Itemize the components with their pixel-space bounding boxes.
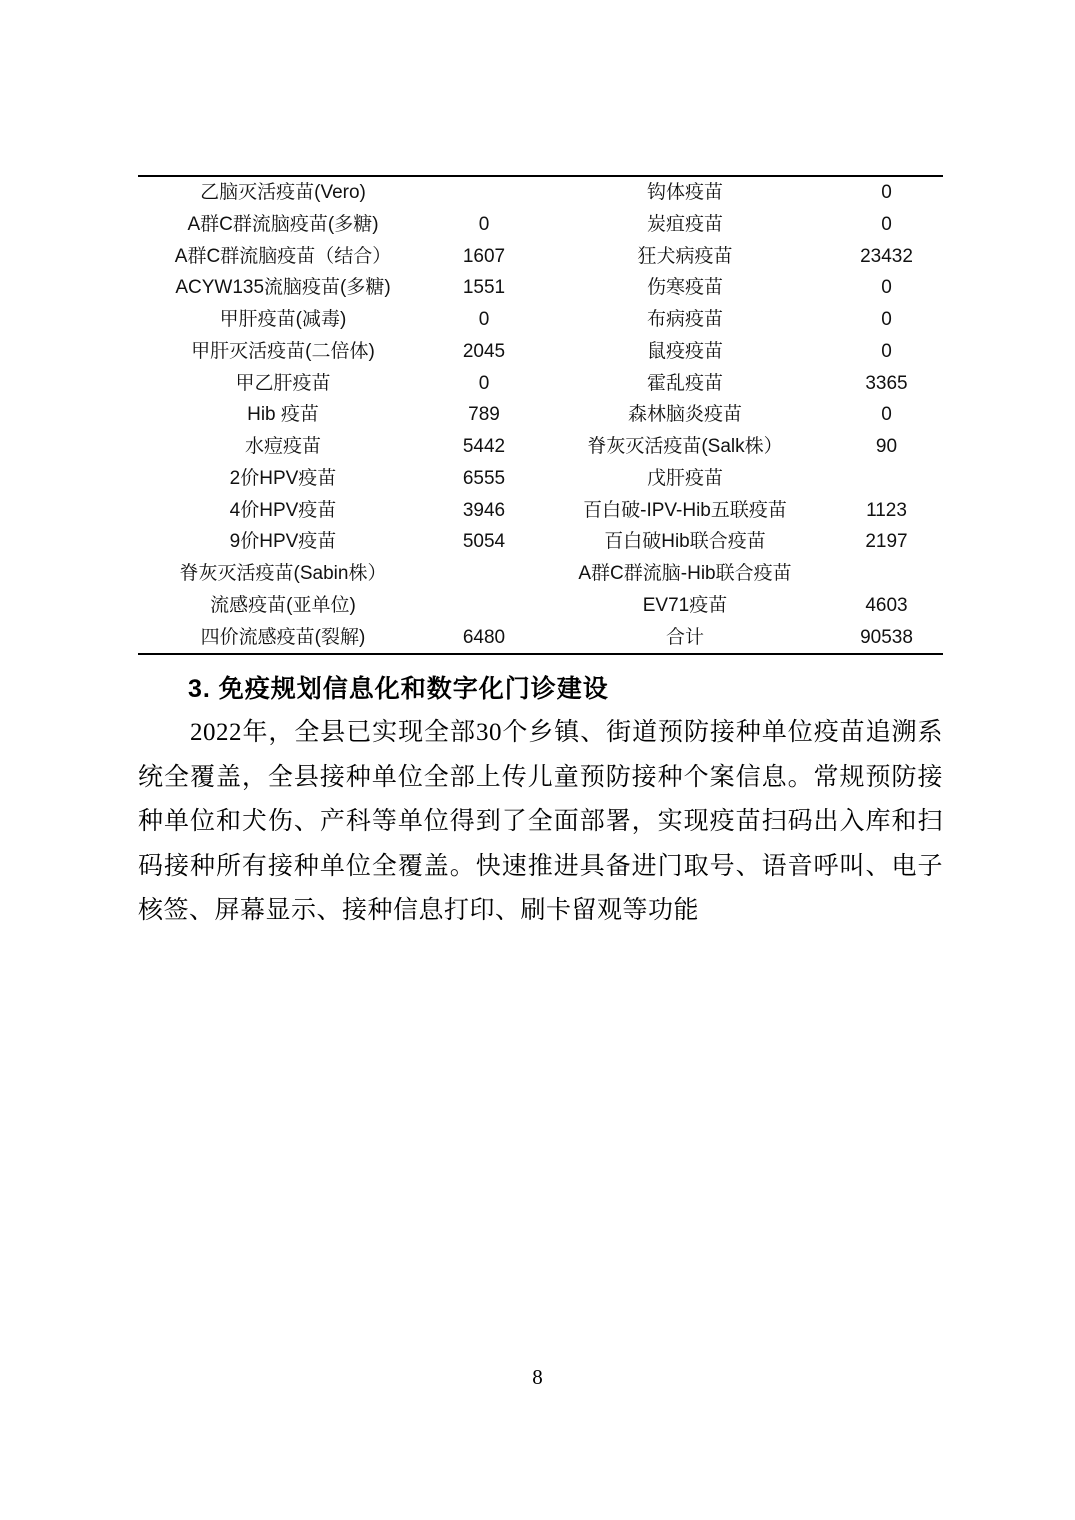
table-row bbox=[138, 176, 943, 209]
cell-vaccine-value-right: 0 bbox=[881, 213, 892, 235]
cell-vaccine-value-right: 4603 bbox=[865, 594, 908, 616]
cell-vaccine-value-right bbox=[830, 558, 943, 590]
table-row bbox=[138, 399, 943, 431]
cell-vaccine-value-left: 0 bbox=[478, 372, 490, 394]
table-row bbox=[138, 209, 943, 241]
table-row bbox=[138, 526, 943, 558]
cell-vaccine-name-left: 四价流感疫苗(裂解) bbox=[138, 622, 428, 655]
table-row bbox=[138, 495, 943, 527]
table-row bbox=[138, 431, 943, 463]
page-number: 8 bbox=[532, 1365, 543, 1389]
cell-vaccine-value-right: 23432 bbox=[860, 245, 913, 267]
cell-vaccine-value-right: 3365 bbox=[865, 372, 908, 394]
cell-total-label: 合计 bbox=[540, 622, 830, 655]
cell-vaccine-value-left: 789 bbox=[468, 404, 500, 426]
cell-vaccine-name-right: 百白破-IPV-Hib五联疫苗 bbox=[583, 499, 787, 521]
cell-vaccine-value-right: 90 bbox=[875, 436, 898, 457]
cell-vaccine-name-right: 鼠疫疫苗 bbox=[646, 340, 723, 362]
cell-vaccine-name-right: 钩体疫苗 bbox=[540, 176, 830, 209]
cell-vaccine-value-left: 0 bbox=[478, 309, 490, 330]
cell-vaccine-name-left: 流感疫苗(亚单位) bbox=[210, 594, 356, 616]
cell-vaccine-value-right: 0 bbox=[830, 176, 943, 209]
cell-vaccine-name-left: 9价HPV疫苗 bbox=[229, 531, 337, 553]
cell-vaccine-value-left: 6480 bbox=[428, 622, 540, 655]
cell-vaccine-value-left: 5054 bbox=[462, 531, 506, 553]
table-row bbox=[138, 368, 943, 400]
cell-vaccine-name-left: 乙脑灭活疫苗(Vero) bbox=[138, 176, 428, 209]
table-row bbox=[138, 336, 943, 368]
cell-vaccine-value-right: 1123 bbox=[866, 499, 907, 521]
cell-total-value: 90538 bbox=[830, 622, 943, 655]
cell-vaccine-value-right: 2197 bbox=[865, 531, 908, 553]
cell-vaccine-value-left: 6555 bbox=[462, 467, 506, 489]
section-paragraph: 2022年，全县已实现全部30个乡镇、街道预防接种单位疫苗追溯系统全覆盖，全县接种单位全部上传儿童预防接种个案信息。常规预防接种单位和犬伤、产科等单位得到了全面部署，实现疫苗扫码出入库和扫码接种所有接种单位全覆盖。快速推进具备进门取号、语音呼叫、电子核签、屏幕显示、接种信息打印、刷卡留观等功能 bbox=[138, 719, 943, 925]
table-row bbox=[138, 241, 943, 273]
section-heading: 3. 免疫规划信息化和数字化门诊建设 bbox=[188, 675, 609, 704]
cell-vaccine-value-right: 0 bbox=[881, 404, 892, 426]
cell-vaccine-name-left: A群C群流脑疫苗(多糖) bbox=[187, 213, 379, 235]
cell-vaccine-name-right: 脊灰灭活疫苗(Salk株） bbox=[587, 436, 783, 457]
table-row bbox=[138, 272, 943, 304]
cell-vaccine-name-left: 4价HPV疫苗 bbox=[229, 499, 337, 521]
cell-vaccine-name-right: 伤寒疫苗 bbox=[646, 277, 723, 299]
cell-vaccine-name-right: A群C群流脑-Hib联合疫苗 bbox=[578, 563, 792, 584]
cell-vaccine-name-left: A群C群流脑疫苗（结合） bbox=[174, 245, 392, 267]
cell-vaccine-name-right: 戊肝疫苗 bbox=[646, 467, 723, 489]
cell-vaccine-name-right: 狂犬病疫苗 bbox=[637, 245, 733, 267]
table-row-total bbox=[138, 622, 943, 655]
cell-vaccine-name-left: 脊灰灭活疫苗(Sabin株） bbox=[179, 563, 387, 584]
cell-vaccine-value-left: 2045 bbox=[462, 340, 506, 362]
cell-vaccine-value-right bbox=[830, 463, 943, 495]
table-body bbox=[138, 176, 943, 654]
page-content bbox=[138, 175, 943, 934]
table-row bbox=[138, 463, 943, 495]
table-row bbox=[138, 590, 943, 622]
cell-vaccine-value-left: 5442 bbox=[462, 436, 506, 457]
table-row bbox=[138, 304, 943, 336]
cell-vaccine-name-right: 森林脑炎疫苗 bbox=[627, 404, 742, 426]
cell-vaccine-name-right: 炭疽疫苗 bbox=[646, 213, 723, 235]
cell-vaccine-name-left: Hib 疫苗 bbox=[247, 404, 319, 426]
cell-vaccine-value-right: 0 bbox=[881, 340, 892, 362]
cell-vaccine-name-right: 霍乱疫苗 bbox=[646, 372, 723, 394]
cell-vaccine-name-right: EV71疫苗 bbox=[642, 594, 728, 616]
cell-vaccine-value-left: 3946 bbox=[462, 499, 506, 521]
cell-vaccine-value-right: 0 bbox=[881, 309, 892, 330]
cell-vaccine-name-left: 甲肝灭活疫苗(二倍体) bbox=[191, 340, 375, 362]
cell-vaccine-name-left: ACYW135流脑疫苗(多糖) bbox=[175, 277, 391, 299]
cell-vaccine-name-left: 水痘疫苗 bbox=[244, 436, 321, 457]
cell-vaccine-value-left: 0 bbox=[478, 213, 490, 235]
cell-vaccine-name-left: 甲乙肝疫苗 bbox=[235, 372, 331, 394]
cell-vaccine-name-left: 2价HPV疫苗 bbox=[229, 467, 337, 489]
cell-vaccine-value-left: 1551 bbox=[462, 277, 506, 299]
cell-vaccine-value-left bbox=[428, 176, 540, 209]
vaccine-statistics-table bbox=[138, 175, 943, 655]
cell-vaccine-value-left bbox=[428, 590, 540, 622]
cell-vaccine-value-left bbox=[428, 558, 540, 590]
table-row bbox=[138, 558, 943, 590]
cell-vaccine-value-left: 1607 bbox=[462, 245, 506, 267]
cell-vaccine-name-right: 百白破Hib联合疫苗 bbox=[604, 531, 766, 553]
cell-vaccine-name-right: 布病疫苗 bbox=[646, 309, 723, 330]
cell-vaccine-value-right: 0 bbox=[881, 277, 892, 299]
cell-vaccine-name-left: 甲肝疫苗(减毒) bbox=[219, 309, 347, 330]
